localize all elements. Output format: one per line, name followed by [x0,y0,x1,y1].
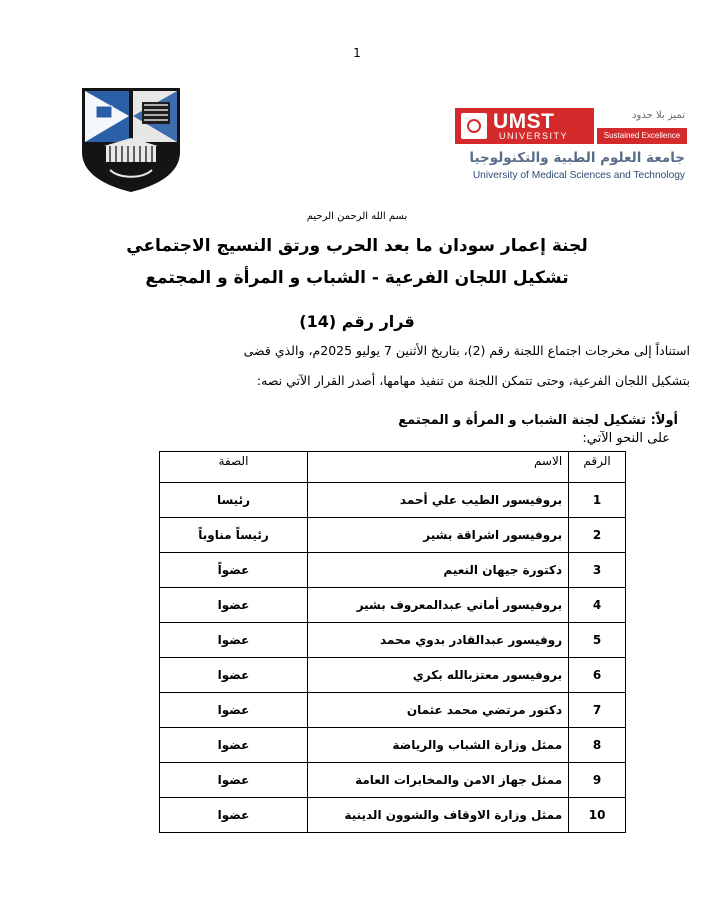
member-role-cell: رئيساً مناوباً [160,518,308,553]
university-emblem-logo [80,86,182,194]
header-role: الصفة [160,452,308,483]
member-name-cell: بروفيسور أماني عبدالمعروف بشير [307,588,568,623]
umst-slogan-ar: تميز بلا حدود [632,110,685,121]
header-name: الاسم [307,452,568,483]
member-role-cell: عضوا [160,588,308,623]
member-name-cell: ممثل وزارة الشباب والرياضة [307,728,568,763]
member-number-cell: 9 [569,763,626,798]
table-row [160,553,626,588]
member-number-cell: 2 [569,518,626,553]
member-number-cell: 8 [569,728,626,763]
member-name-cell: ممثل جهاز الامن والمخابرات العامة [307,763,568,798]
member-role-cell: عضوا [160,693,308,728]
member-name-cell: دكتور مرتضي محمد عثمان [307,693,568,728]
member-number-cell: 10 [569,798,626,833]
member-role-cell: عضوا [160,623,308,658]
umst-name: UMST [493,110,555,133]
umst-crest-icon [461,113,487,139]
member-role-cell: عضوا [160,658,308,693]
member-number-cell: 7 [569,693,626,728]
member-role-cell: عضوا [160,728,308,763]
subcommittee-title: تشكيل اللجان الفرعية - الشباب و المرأة و المجتمع [145,268,569,288]
member-role-cell: عضواً [160,553,308,588]
decision-number: قرار رقم (14) [299,312,415,331]
members-table [159,451,626,833]
umst-name-en: University of Medical Sciences and Technology [472,170,685,181]
page-number: 1 [353,46,361,60]
table-row [160,658,626,693]
table-row [160,693,626,728]
intro-paragraph-line-1: استناداً إلى مخرجات اجتماع اللجنة رقم (2)، بتاريخ الأثنين 7 يوليو 2025م، والذي قضى [243,343,690,358]
basmala: بسم الله الرحمن الرحيم [306,211,408,222]
umst-university-label: UNIVERSITY [499,131,569,141]
table-header-row [160,452,626,483]
member-name-cell: ممثل وزارة الاوقاف والشوون الدينية [307,798,568,833]
member-name-cell: بروفيسور اشراقة بشير [307,518,568,553]
table-row [160,798,626,833]
umst-red-panel [455,108,594,144]
member-role-cell: رئيسا [160,483,308,518]
member-number-cell: 6 [569,658,626,693]
member-name-cell: روفيسور عبدالقادر بدوي محمد [307,623,568,658]
member-role-cell: عضوا [160,798,308,833]
member-name-cell: دكتورة جيهان النعيم [307,553,568,588]
table-row [160,763,626,798]
table-row [160,623,626,658]
intro-paragraph-line-2: بتشكيل اللجان الفرعية، وحتى تتمكن اللجنة من تنفيذ مهامها، أصدر القرار الآتي نصه: [256,373,690,388]
member-number-cell: 3 [569,553,626,588]
table-row [160,518,626,553]
member-role-cell: عضوا [160,763,308,798]
member-number-cell: 5 [569,623,626,658]
table-row [160,588,626,623]
table-row [160,728,626,763]
member-name-cell: بروفيسور معتزبالله بكري [307,658,568,693]
committee-title: لجنة إعمار سودان ما بعد الحرب ورتق النسيج الاجتماعي [126,236,588,256]
section-heading: أولاً: تشكيل لجنة الشباب و المرأة و المجتمع [398,413,678,428]
table-row [160,483,626,518]
umst-slogan-en: Sustained Excellence [597,128,687,144]
member-number-cell: 1 [569,483,626,518]
header-number: الرقم [569,452,626,483]
umst-name-ar: جامعة العلوم الطبية والتكنولوجيا [469,150,685,166]
member-name-cell: بروفيسور الطيب علي أحمد [307,483,568,518]
section-subheading: على النحو الآتي: [582,431,670,446]
member-number-cell: 4 [569,588,626,623]
umst-logo [455,108,687,188]
